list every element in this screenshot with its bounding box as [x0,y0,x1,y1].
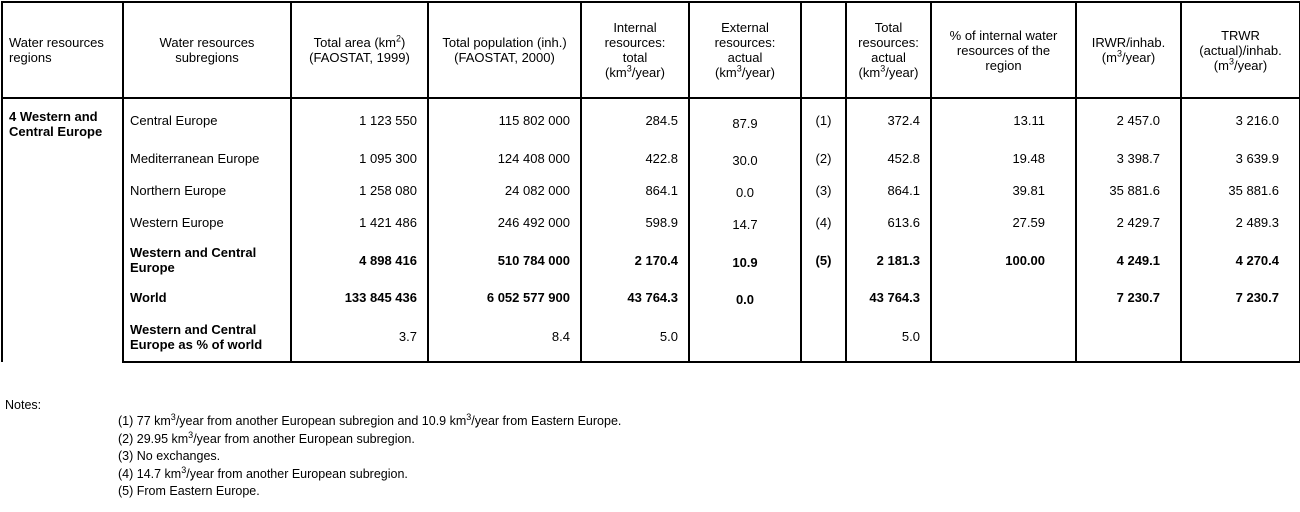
table-row [2,238,1300,282]
external-resources: 10.9 [689,238,801,282]
pct-internal: 39.81 [931,174,1076,206]
note-ref: (1) [801,98,846,142]
subregion-name: Mediterranean Europe [123,142,291,174]
irwr-per-inhab: 2 457.0 [1076,98,1181,142]
table-row [2,206,1300,238]
note-item: (5) From Eastern Europe. [118,484,260,498]
total-population: 510 784 000 [428,238,581,282]
note-ref: (2) [801,142,846,174]
total-area: 1 123 550 [291,98,428,142]
irwr-per-inhab [1076,312,1181,362]
total-area: 133 845 436 [291,282,428,312]
pct-internal [931,282,1076,312]
note-ref [801,312,846,362]
total-population: 24 082 000 [428,174,581,206]
total-population: 6 052 577 900 [428,282,581,312]
total-population: 8.4 [428,312,581,362]
irwr-per-inhab: 35 881.6 [1076,174,1181,206]
subregion-name: Western Europe [123,206,291,238]
note-item: (4) 14.7 $km^3$/year from another European subregion. [118,464,408,481]
external-resources: 30.0 [689,142,801,174]
table-row [2,98,1300,142]
irwr-per-inhab: 3 398.7 [1076,142,1181,174]
note-ref [801,282,846,312]
header-external-resources: External resources: actual $(km^3/year)$ [689,2,801,98]
note-ref: (4) [801,206,846,238]
water-resources-table [1,1,1300,363]
total-population: 124 408 000 [428,142,581,174]
internal-resources: 43 764.3 [581,282,689,312]
external-resources [689,312,801,362]
note-item: (3) No exchanges. [118,449,221,463]
header-note [801,2,846,98]
irwr-per-inhab: 2 429.7 [1076,206,1181,238]
note-ref: (5) [801,238,846,282]
header-subregions: Water resources subregions [123,2,291,98]
subregion-name: World [123,282,291,312]
subregion-name: Western and Central Europe as % of world [123,312,291,362]
header-row [2,2,1300,98]
region-name: 4 Western and Central Europe [2,98,123,362]
table-row [2,282,1300,312]
total-area: 1 258 080 [291,174,428,206]
header-regions: Water resources regions [2,2,123,98]
total-area: 1 095 300 [291,142,428,174]
total-resources: 372.4 [846,98,931,142]
trwr-per-inhab: 3 639.9 [1181,142,1300,174]
note-item: (1) 77 $km^3$/year from another European subregion and 10.9 $km^3$/year from Eastern Europe. [118,411,622,428]
notes-list [118,413,621,501]
total-area: 3.7 [291,312,428,362]
total-population: 115 802 000 [428,98,581,142]
pct-internal [931,312,1076,362]
pct-internal: 100.00 [931,238,1076,282]
trwr-per-inhab: 35 881.6 [1181,174,1300,206]
total-resources: 864.1 [846,174,931,206]
subregion-name: Western and Central Europe [123,238,291,282]
total-resources: 43 764.3 [846,282,931,312]
header-irwr-per-inhab: IRWR/inhab. $(m^3/year)$ [1076,2,1181,98]
irwr-per-inhab: 7 230.7 [1076,282,1181,312]
subregion-name: Central Europe [123,98,291,142]
header-trwr-per-inhab: TRWR (actual)/inhab. $(m^3/year)$ [1181,2,1300,98]
header-total-resources: Total resources: actual $(km^3/year)$ [846,2,931,98]
total-population: 246 492 000 [428,206,581,238]
pct-internal: 19.48 [931,142,1076,174]
external-resources: 14.7 [689,206,801,238]
notes-title: Notes: [5,398,42,412]
total-area: 4 898 416 [291,238,428,282]
trwr-per-inhab: 7 230.7 [1181,282,1300,312]
note-item: (2) 29.95 $km^3$/year from another European subregion. [118,429,415,446]
header-total-area: Total area $(km^2)$ (FAOSTAT, 1999) [291,2,428,98]
total-resources: 452.8 [846,142,931,174]
internal-resources: 2 170.4 [581,238,689,282]
header-internal-resources: Internal resources: total $(km^3/year)$ [581,2,689,98]
trwr-per-inhab: 3 216.0 [1181,98,1300,142]
note-ref: (3) [801,174,846,206]
pct-internal: 13.11 [931,98,1076,142]
header-total-population: Total population (inh.) (FAOSTAT, 2000) [428,2,581,98]
external-resources: 87.9 [689,98,801,142]
table-row [2,142,1300,174]
subregion-name: Northern Europe [123,174,291,206]
irwr-per-inhab: 4 249.1 [1076,238,1181,282]
pct-internal: 27.59 [931,206,1076,238]
total-resources: 5.0 [846,312,931,362]
internal-resources: 422.8 [581,142,689,174]
total-resources: 613.6 [846,206,931,238]
external-resources: 0.0 [689,282,801,312]
trwr-per-inhab: 4 270.4 [1181,238,1300,282]
trwr-per-inhab: 2 489.3 [1181,206,1300,238]
trwr-per-inhab [1181,312,1300,362]
internal-resources: 864.1 [581,174,689,206]
table-row [2,174,1300,206]
header-pct-internal: % of internal water resources of the region [931,2,1076,98]
total-resources: 2 181.3 [846,238,931,282]
table-row [2,312,1300,362]
internal-resources: 284.5 [581,98,689,142]
total-area: 1 421 486 [291,206,428,238]
internal-resources: 598.9 [581,206,689,238]
internal-resources: 5.0 [581,312,689,362]
external-resources: 0.0 [689,174,801,206]
